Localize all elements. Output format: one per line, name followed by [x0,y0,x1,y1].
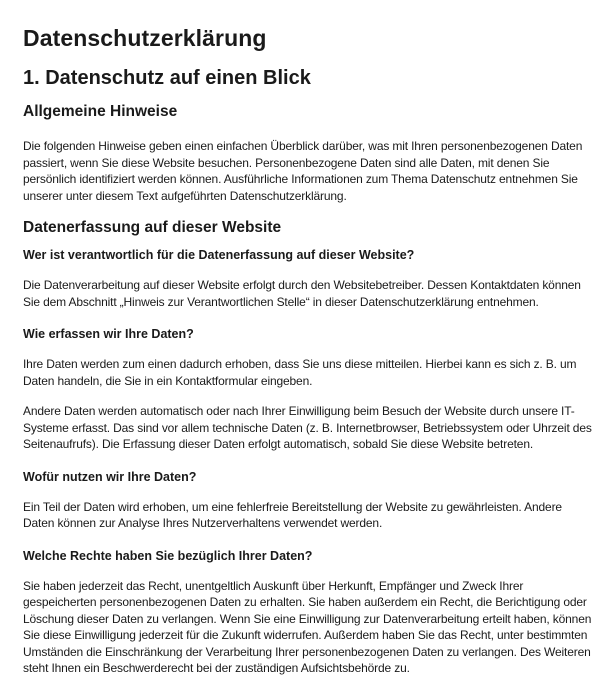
question-responsible: Wer ist verantwortlich für die Datenerfassung auf dieser Website? [23,248,415,262]
answer-usage: Ein Teil der Daten wird erhoben, um eine fehlerfreie Bereitstellung der Website zu gewährleisten. Andere Daten können zur Analyse Ihres Nutzerverhaltens verwendet werden. [23,499,562,530]
general-notes-paragraph: Die folgenden Hinweise geben einen einfachen Überblick darüber, was mit Ihren personenbezogenen Daten passiert, wenn Sie diese Website besuchen. Personenbezogene Daten sind alle Daten, mit denen Sie persönlich identifiziert werden können. Ausführliche Informationen zum Thema Datenschutz entnehmen Sie unserer unter diesem Text aufgeführten Datenschutzerklärung. [23,139,583,203]
answer-how-collected-2: Andere Daten werden automatisch oder nach Ihrer Einwilligung beim Besuch der Website durch unsere IT-Systeme erfasst. Das sind vor allem technische Daten (z. B. Internetbrowser, Betriebssystem oder Uhrzeit des Seitenaufrufs). Die Erfassung dieser Daten erfolgt automatisch, sobald Sie diese Website betreten. [23,404,592,451]
question-rights: Welche Rechte haben Sie bezüglich Ihrer Daten? [23,548,313,563]
question-how-collected: Wie erfassen wir Ihre Daten? [23,327,194,341]
answer-responsible: Die Datenverarbeitung auf dieser Website erfolgt durch den Websitebetreiber. Dessen Kontaktdaten können Sie dem Abschnitt „Hinweis zur Verantwortlichen Stelle“ in dieser Datenschutzerklärung entnehmen. [23,278,581,309]
answer-how-collected-1: Ihre Daten werden zum einen dadurch erhoben, dass Sie uns diese mitteilen. Hierbei kann es sich z. B. um Daten handeln, die Sie in ein Kontaktformular eingeben. [23,357,577,388]
subsection-heading-general: Allgemeine Hinweise [23,103,178,120]
subsection-heading-data-collection: Datenerfassung auf dieser Website [23,219,282,236]
section-heading: 1. Datenschutz auf einen Blick [23,67,311,89]
privacy-policy-document [23,0,593,677]
question-usage: Wofür nutzen wir Ihre Daten? [23,469,197,484]
answer-rights: Sie haben jederzeit das Recht, unentgeltlich Auskunft über Herkunft, Empfänger und Zweck Ihrer gespeicherten personenbezogenen Daten zu erhalten. Sie haben außerdem ein Recht, die Berichtigung oder Löschung dieser Daten zu verlangen. Wenn Sie eine Einwilligung zur Datenverarbeitung erteilt haben, können Sie diese Einwilligung jederzeit für die Zukunft widerrufen. Außerdem haben Sie das Recht, unter bestimmten Umständen die Einschränkung der Verarbeitung Ihrer personenbezogenen Daten zu verlangen. Des Weiteren steht Ihnen ein Beschwerderecht bei der zuständigen Aufsichtsbehörde zu. [23,578,592,675]
page-title: Datenschutzerklärung [23,25,267,51]
